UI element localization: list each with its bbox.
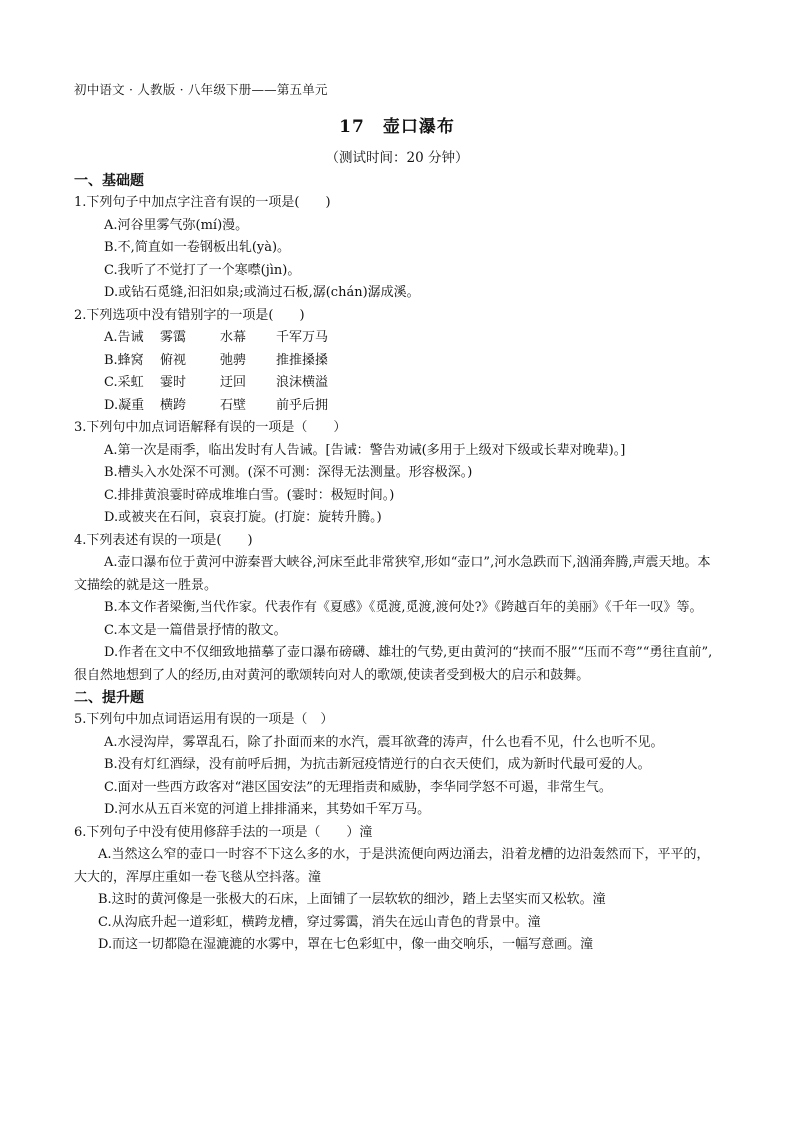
- option-word: 浪沫横溢: [276, 375, 329, 390]
- question-6-stem: 6.下列句子中没有使用修辞手法的一项是（ ）潼: [74, 824, 373, 840]
- question-3-option-c: C.排排黄浪霎时碎成堆堆白雪。(霎时：极短时间。): [104, 487, 395, 503]
- question-5-option-c: C.面对一些西方政客对“港区国安法”的无理指责和威胁，李华同学怒不可遏，非常生气。: [104, 779, 612, 795]
- question-4-stem: 4.下列表述有误的一项是( ): [74, 532, 253, 548]
- question-list: [74, 170, 722, 957]
- option-word: 雾霭: [160, 330, 187, 345]
- question-3-option-d: D.或被夹在石间，哀哀打旋。(打旋：旋转升腾。): [104, 510, 382, 525]
- question-1-stem: 1.下列句子中加点字注音有误的一项是( ): [74, 195, 331, 210]
- option-word: A.告诫: [104, 330, 144, 345]
- question-3-option-b: B.槽头入水处深不可测。(深不可测：深得无法测量。形容极深。): [104, 465, 473, 480]
- question-5-stem: 5.下列句中加点词语运用有误的一项是（ ）: [74, 712, 334, 727]
- question-4-option-b: B.本文作者梁衡,当代作家。代表作有《夏感》《觅渡,觅渡,渡何处?》《跨越百年的美丽》《千年一叹》等。: [104, 600, 703, 615]
- question-2-option-d: [74, 395, 722, 418]
- option-word: 水幕: [220, 330, 247, 345]
- option-word: 俯视: [160, 352, 187, 368]
- question-1-option-d: D.或钻石觅缝,汩汩如泉;或淌过石板,潺(chán)潺成溪。: [104, 285, 420, 300]
- option-word: C.采虹: [104, 375, 144, 390]
- option-word: 千军万马: [276, 330, 329, 345]
- option-word: 前乎后拥: [276, 397, 329, 413]
- question-6-option-b: B.这时的黄河像是一张极大的石床，上面铺了一层软软的细沙，踏上去坚实而又松软。潼: [98, 892, 606, 907]
- question-2-option-a: [74, 327, 722, 350]
- question-2-option-b: [74, 350, 722, 373]
- test-time: （测试时间：20 分钟）: [325, 150, 469, 166]
- question-1-option-a: A.河谷里雾气弥(mí)漫。: [104, 217, 249, 233]
- question-1-option-c: C.我听了不觉打了一个寒噤(jìn)。: [104, 262, 301, 278]
- question-6-option-d: D.而这一切都隐在湿漉漉的水雾中，罩在七色彩虹中，像一曲交响乐，一幅写意画。潼: [98, 937, 594, 952]
- question-5-option-b: B.没有灯红酒绿，没有前呼后拥，为抗击新冠疫情逆行的白衣天使们，成为新时代最可爱的人。: [104, 757, 651, 772]
- option-word: 石壁: [220, 397, 247, 413]
- option-word: 弛骋: [220, 352, 247, 368]
- question-4-option-a: A.壶口瀑布位于黄河中游秦晋大峡谷,河床至此非常狭窄,形如“壶口”,河水急跌而下,汹涌奔腾,声震天地。本文描绘的就是这一胜景。: [74, 555, 711, 593]
- option-word: 迂回: [220, 375, 247, 390]
- question-2-option-c: [74, 372, 722, 395]
- question-6-option-a: A.当然这么窄的壶口一时容不下这么多的水，于是洪流便向两边涌去，沿着龙槽的边沿轰然而下，平平的，大大的，浑厚庄重如一卷飞毯从空抖落。潼: [74, 847, 710, 885]
- question-3-stem: 3.下列句中加点词语解释有误的一项是（ ）: [74, 420, 347, 435]
- question-6-option-c: C.从沟底升起一道彩虹，横跨龙槽，穿过雾霭，消失在远山青色的背景中。潼: [98, 914, 541, 930]
- option-word: 霎时: [160, 375, 187, 390]
- lesson-title: 17 壶口瀑布: [339, 117, 455, 137]
- option-word: 横跨: [160, 397, 187, 413]
- question-5-option-d: D.河水从五百米宽的河道上排排涌来，其势如千军万马。: [104, 802, 431, 817]
- question-4-option-d: D.作者在文中不仅细致地描摹了壶口瀑布磅礴、雄壮的气势,更由黄河的“挟而不服”“压而不弯”“勇往直前”,很自然地想到了人的经历,由对黄河的歌颂转向对人的歌颂,使读者受到极大的启示和鼓舞。: [74, 645, 713, 683]
- question-5-option-a: A.水浸沟岸，雾罩乱石，除了扑面而来的水汽，震耳欲聋的涛声，什么也看不见，什么也听不见。: [104, 734, 664, 750]
- section-heading-basic: 一、基础题: [74, 173, 144, 189]
- question-3-option-a: A.第一次是雨季，临出发时有人告诫。[告诫：警告劝诫(多用于上级对下级或长辈对晚辈)。]: [104, 442, 626, 458]
- option-word: B.蜂窝: [104, 352, 144, 368]
- option-word: 推推搡搡: [276, 352, 329, 368]
- course-breadcrumb: 初中语文 · 人教版 · 八年级下册——第五单元: [74, 82, 328, 97]
- section-heading-advanced: 二、提升题: [74, 690, 144, 706]
- question-1-option-b: B.不,简直如一卷钢板出轧(yà)。: [104, 240, 291, 255]
- option-word: D.凝重: [104, 397, 145, 413]
- question-2-stem: 2.下列选项中没有错别字的一项是( ): [74, 307, 305, 323]
- question-4-option-c: C.本文是一篇借景抒情的散文。: [104, 622, 287, 638]
